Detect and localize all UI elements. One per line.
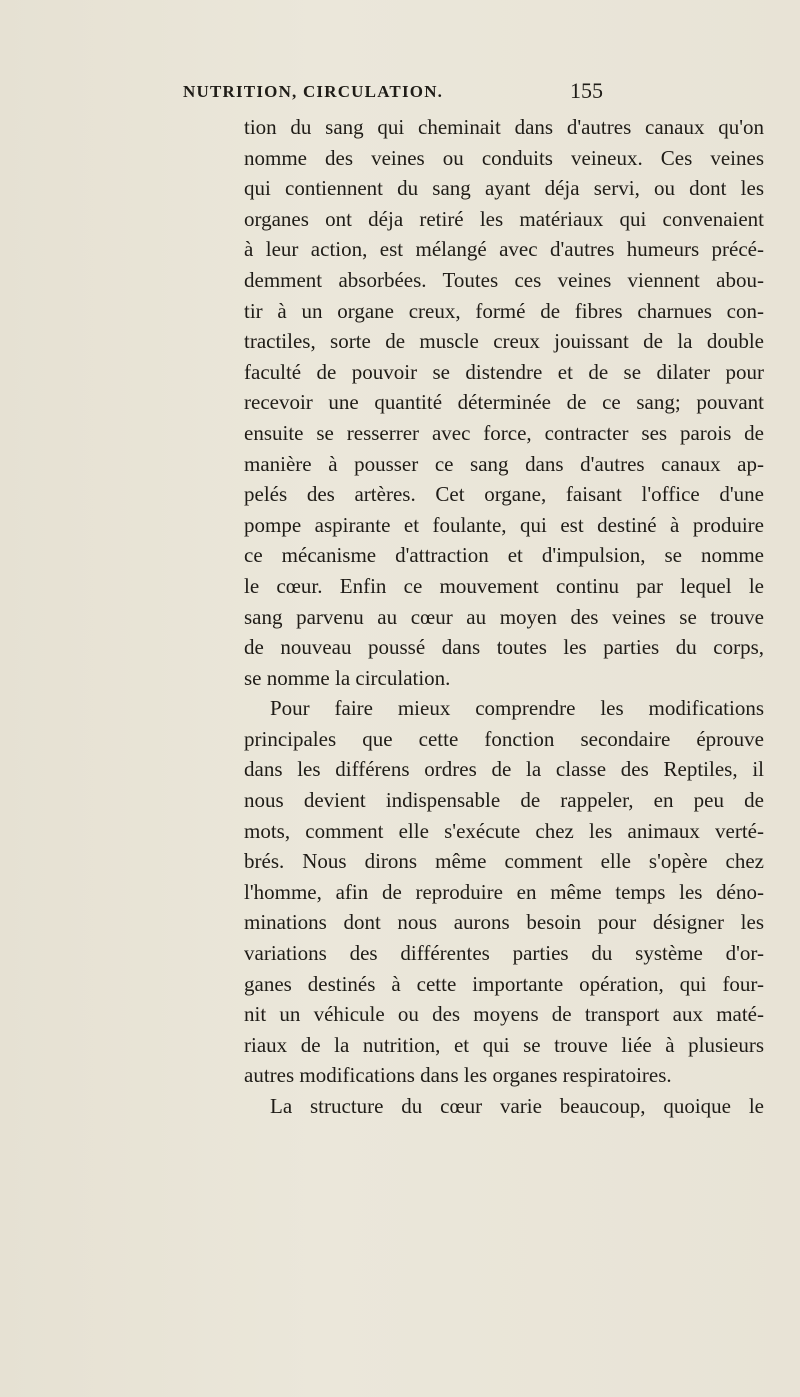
paragraph-reptiles [244, 693, 764, 1091]
text-line: riaux de la nutrition, et qui se trouve liée à plusieurs [244, 1032, 764, 1057]
running-head: NUTRITION, CIRCULATION. [183, 82, 444, 101]
page-header [183, 78, 603, 108]
text-line: Pour faire mieux comprendre les modifications [270, 696, 764, 721]
text-line: tion du sang qui cheminait dans d'autres canaux qu'on [244, 115, 764, 139]
page-number: 155 [570, 78, 603, 103]
text-line: ensuite se resserrer avec force, contracter ses parois de [244, 420, 764, 445]
text-line: principales que cette fonction secondaire éprouve [244, 726, 764, 751]
text-line: pelés des artères. Cet organe, faisant l'office d'une [244, 482, 764, 507]
text-line: nous devient indispensable de rappeler, en peu de [244, 788, 764, 813]
text-line: nit un véhicule ou des moyens de transport aux maté- [244, 1002, 764, 1027]
text-line: ganes destinés à cette importante opération, qui four- [244, 971, 764, 996]
text-line: tir à un organe creux, formé de fibres charnues con- [244, 298, 764, 323]
text-line: faculté de pouvoir se distendre et de se dilater pour [244, 359, 764, 384]
text-line: ce mécanisme d'attraction et d'impulsion, se nomme [244, 543, 764, 568]
text-line: variations des différentes parties du système d'or- [244, 941, 764, 966]
text-line: mots, comment elle s'exécute chez les animaux verté- [244, 818, 764, 843]
text-line: demment absorbées. Toutes ces veines viennent abou- [244, 267, 764, 292]
text-line: La structure du cœur varie beaucoup, quoique le [270, 1094, 764, 1118]
text-line: minations dont nous aurons besoin pour désigner les [244, 910, 764, 935]
text-line: recevoir une quantité déterminée de ce sang; pouvant [244, 390, 764, 415]
text-line: l'homme, afin de reproduire en même temps les déno- [244, 879, 764, 904]
text-line: de nouveau poussé dans toutes les parties du corps, [244, 635, 764, 660]
text-line: pompe aspirante et foulante, qui est destiné à produire [244, 512, 764, 537]
text-line: dans les différens ordres de la classe des Reptiles, il [244, 757, 764, 782]
text-line: à leur action, est mélangé avec d'autres humeurs précé- [244, 237, 764, 262]
text-line: organes ont déja retiré les matériaux qui convenaient [244, 206, 764, 231]
paragraph-heart-structure [244, 1091, 764, 1122]
text-line: sang parvenu au cœur au moyen des veines se trouve [244, 604, 764, 629]
text-line: tractiles, sorte de muscle creux jouissant de la double [244, 329, 764, 354]
text-line: qui contiennent du sang ayant déja servi, ou dont les [244, 176, 764, 201]
text-line: brés. Nous dirons même comment elle s'opère chez [244, 849, 764, 874]
text-line: nomme des veines ou conduits veineux. Ces veines [244, 145, 764, 170]
text-line: se nomme la circulation. [244, 665, 451, 690]
paragraph-circulation-intro [244, 112, 764, 693]
body-text [244, 112, 764, 1122]
text-line: manière à pousser ce sang dans d'autres canaux ap- [244, 451, 764, 476]
text-line: le cœur. Enfin ce mouvement continu par lequel le [244, 573, 764, 598]
text-line: autres modifications dans les organes respiratoires. [244, 1063, 672, 1088]
